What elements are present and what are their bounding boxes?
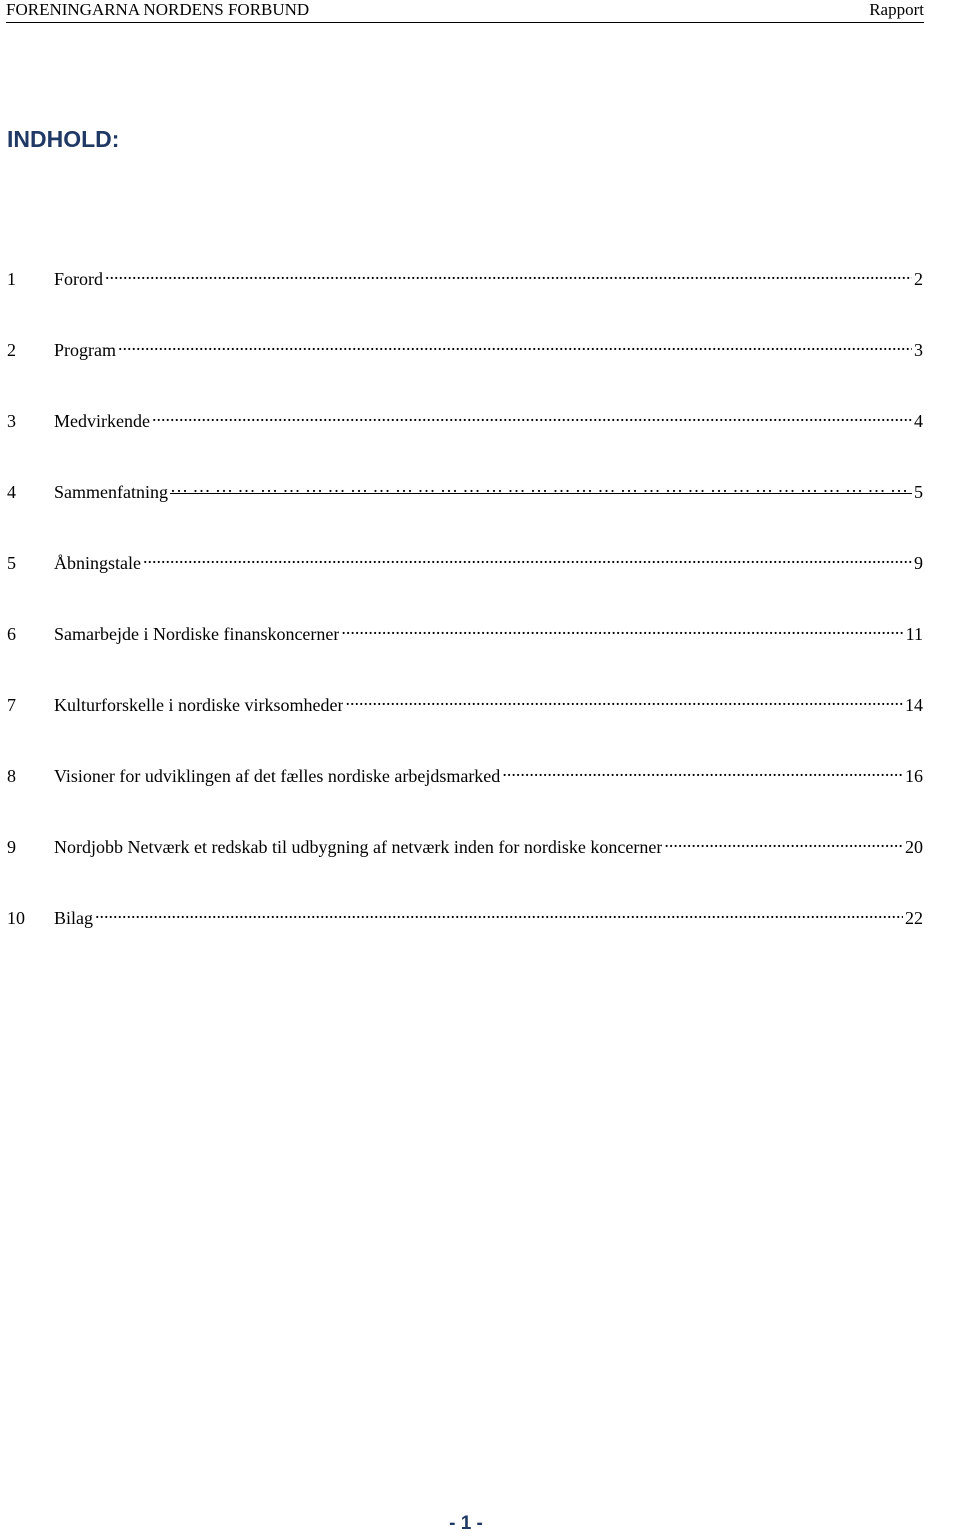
toc-entry-page: 11 (905, 624, 923, 644)
toc-entry-title: Program (54, 340, 116, 360)
toc-entry-number: 6 (7, 624, 16, 644)
toc-entry-page: 2 (914, 269, 923, 289)
toc-entry-page: 9 (914, 553, 923, 573)
toc-entry-kulturforskelle[interactable] (7, 687, 923, 758)
toc-entry-samarbejde[interactable] (7, 616, 923, 687)
header-organization: FORENINGARNA NORDENS FORBUND (6, 0, 310, 19)
toc-dot-leader (341, 616, 903, 640)
toc-entry-page: 4 (914, 411, 923, 431)
toc-dot-leader (143, 545, 912, 569)
toc-entry-number: 8 (7, 766, 16, 786)
toc-entry-title: Kulturforskelle i nordiske virksomheder (54, 695, 344, 715)
toc-entry-number: 7 (7, 695, 16, 715)
toc-entry-page: 16 (905, 766, 923, 786)
toc-entry-title: Bilag (54, 908, 93, 928)
toc-entry-title: Forord (54, 269, 103, 289)
toc-entry-sammenfatning[interactable] (7, 474, 923, 545)
header-document-type: Rapport (869, 0, 924, 19)
table-of-contents (7, 261, 923, 971)
toc-entry-page: 14 (905, 695, 923, 715)
toc-entry-title: Sammenfatning (54, 482, 168, 502)
toc-entry-program[interactable] (7, 332, 923, 403)
toc-entry-page: 3 (914, 340, 923, 360)
toc-entry-title: Samarbejde i Nordiske finanskoncerner (54, 624, 340, 644)
toc-entry-number: 9 (7, 837, 16, 857)
toc-entry-title: Medvirkende (54, 411, 150, 431)
toc-entry-number: 4 (7, 482, 16, 502)
toc-entry-forord[interactable] (7, 261, 923, 332)
toc-entry-page: 20 (905, 837, 923, 857)
toc-dot-leader (118, 332, 912, 356)
toc-entry-number: 1 (7, 269, 16, 289)
toc-entry-number: 2 (7, 340, 16, 360)
toc-entry-title: Åbningstale (54, 553, 141, 573)
toc-entry-nordjobb[interactable] (7, 829, 923, 900)
toc-entry-title: Visioner for udviklingen af det fælles nordiske arbejdsmarked (54, 766, 501, 786)
toc-dot-leader (664, 829, 903, 853)
toc-entry-number: 3 (7, 411, 16, 431)
toc-dot-leader (502, 758, 903, 782)
toc-entry-visioner[interactable] (7, 758, 923, 829)
toc-dot-leader (152, 403, 912, 427)
toc-entry-bilag[interactable] (7, 900, 923, 971)
toc-entry-number: 5 (7, 553, 16, 573)
toc-dot-leader (105, 261, 912, 285)
toc-entry-page: 22 (905, 908, 923, 928)
toc-entry-abningstale[interactable] (7, 545, 923, 616)
toc-entry-title: Nordjobb Netværk et redskab til udbygning af netværk inden for nordiske koncerner (54, 837, 663, 857)
toc-heading: INDHOLD: (7, 126, 120, 152)
page-number: - 1 - (449, 1513, 483, 1534)
toc-entry-medvirkende[interactable] (7, 403, 923, 474)
toc-dot-leader (95, 900, 903, 924)
toc-dot-leader (345, 687, 903, 711)
page-header (6, 0, 924, 23)
toc-ellipsis-leader (170, 474, 912, 498)
toc-entry-number: 10 (7, 908, 25, 928)
toc-entry-page: 5 (914, 482, 923, 502)
